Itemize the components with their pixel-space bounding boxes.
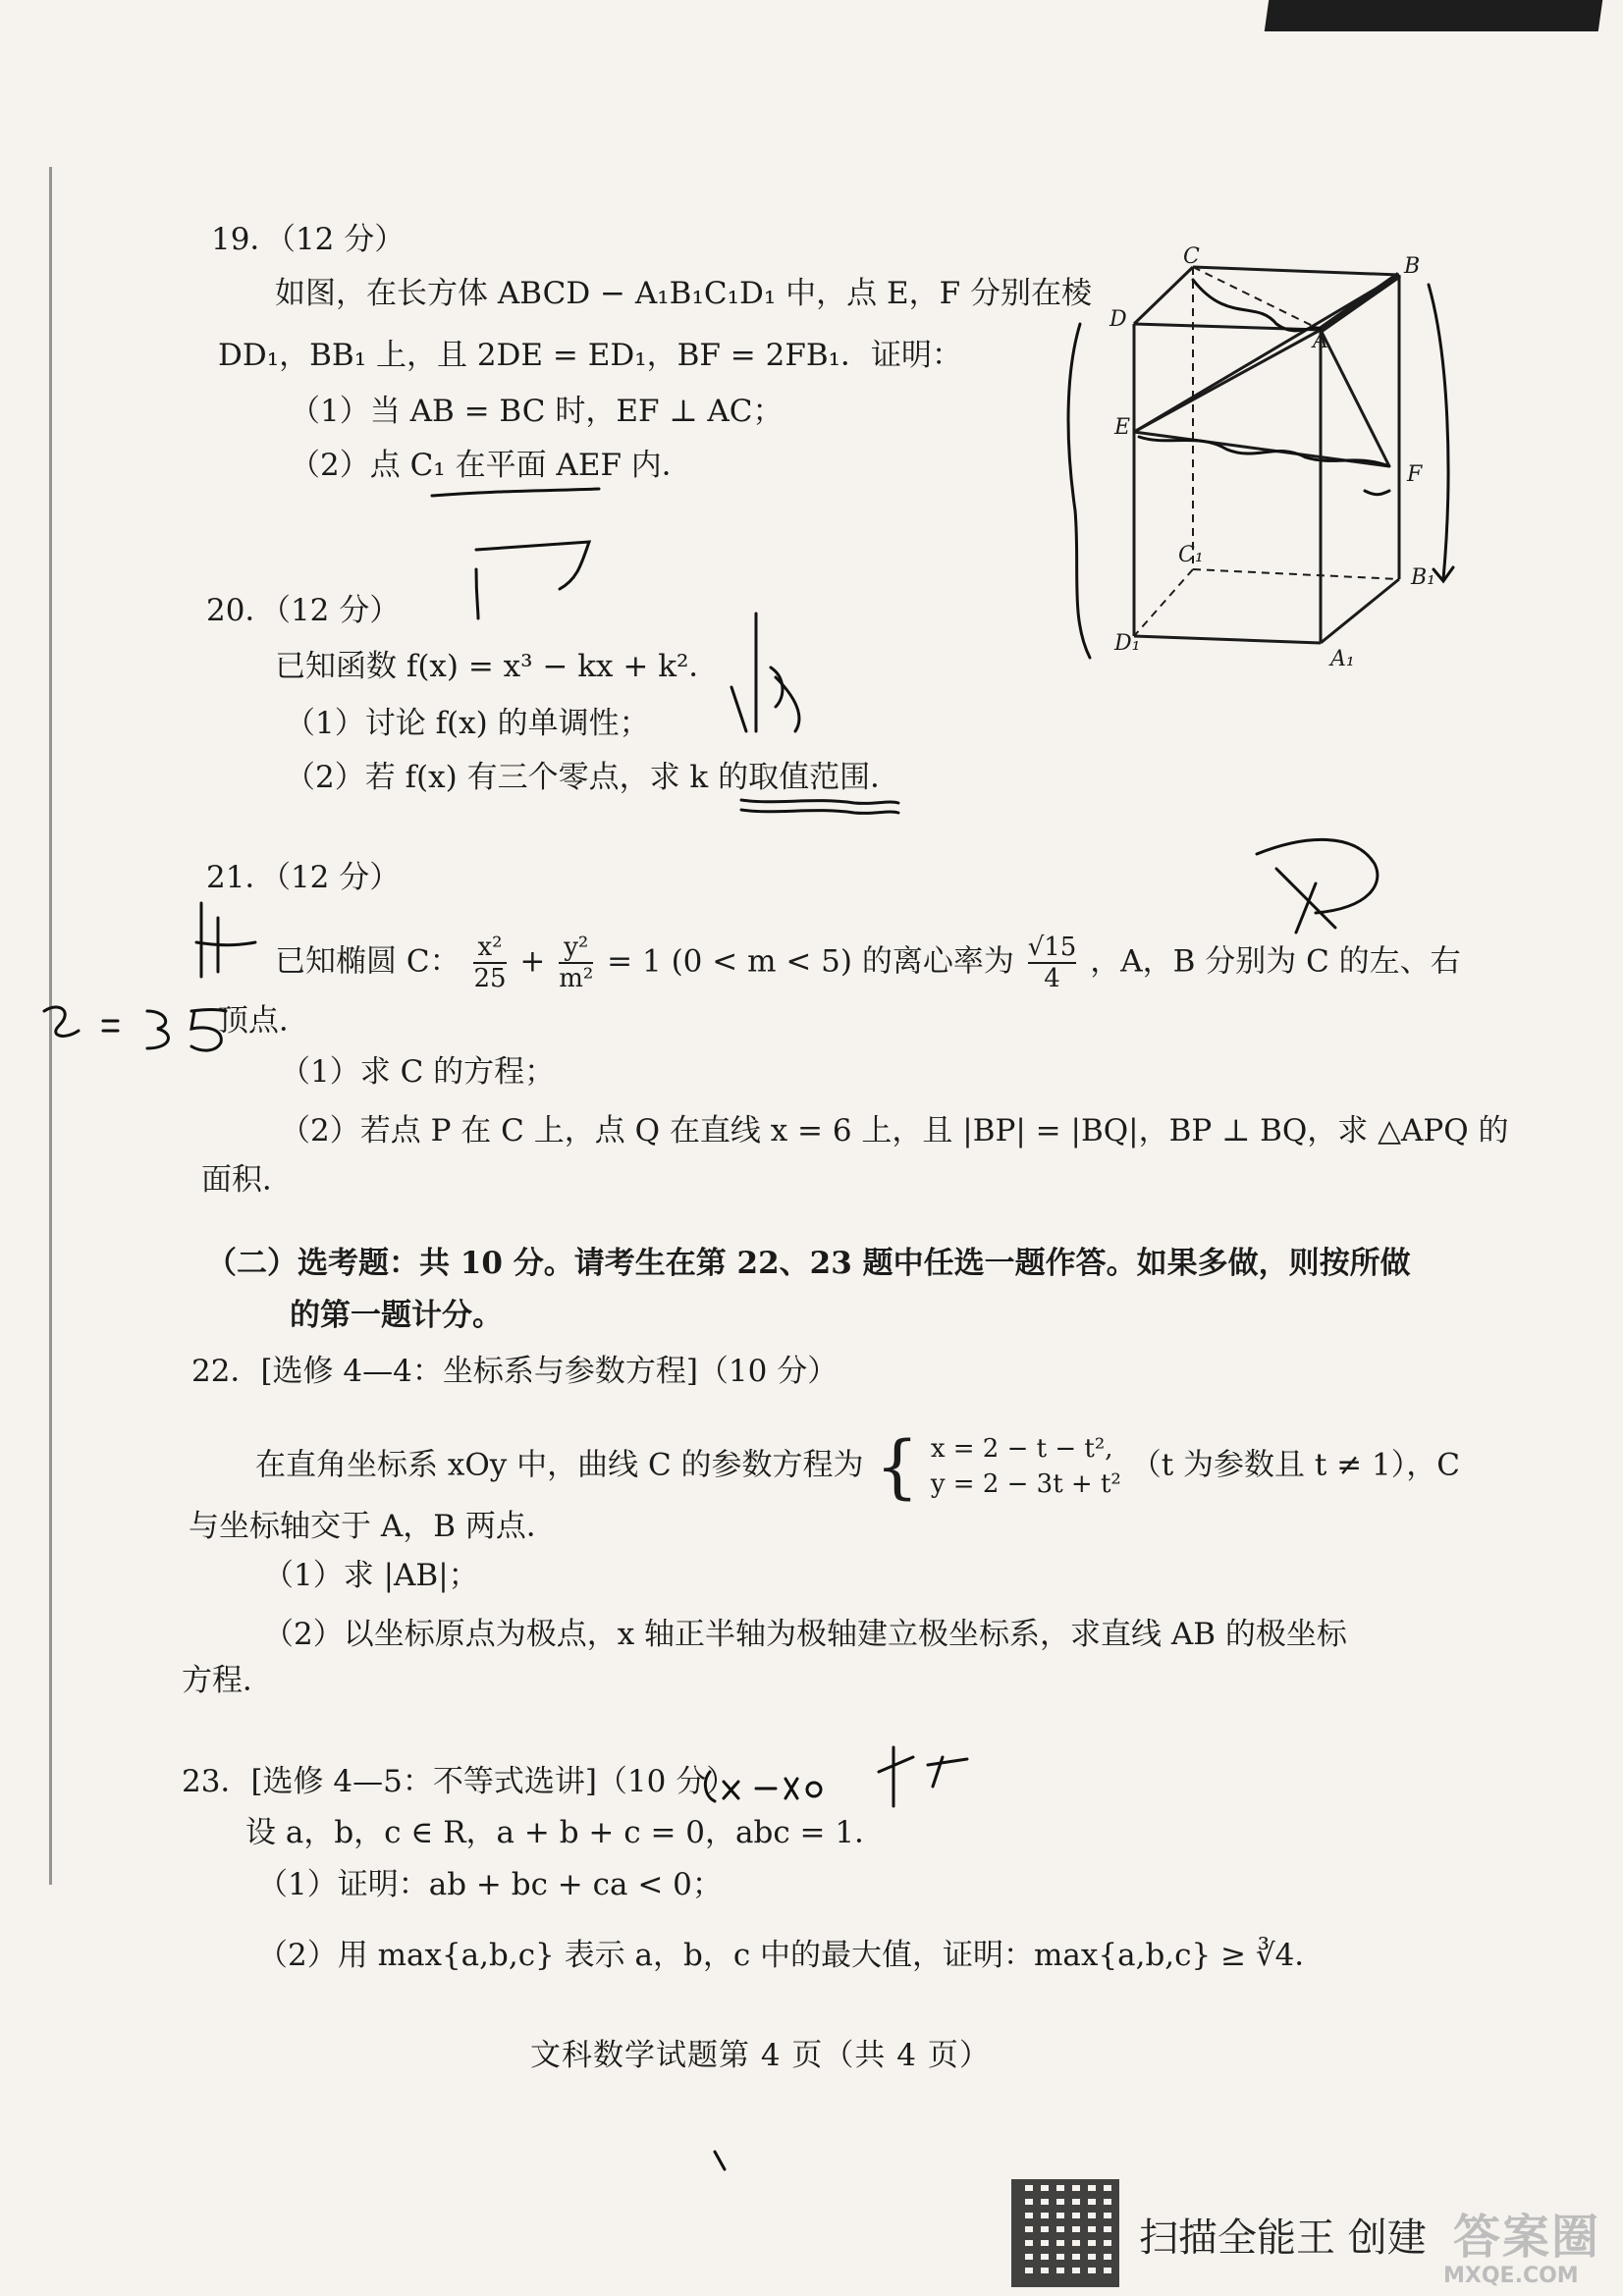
q19-heading: 19．（12 分） bbox=[211, 222, 406, 257]
q21-line-1a: 已知椭圆 C： bbox=[275, 943, 460, 980]
q21-frac-y: $\frac{\text{y²}}{\text{m²}}$ bbox=[559, 933, 594, 993]
q22-line-1b: （t 为参数且 t ≠ 1），C bbox=[1130, 1447, 1460, 1483]
scanner-app-name: 扫描全能王 创建 bbox=[1139, 2216, 1427, 2261]
label-D1: D₁ bbox=[1114, 631, 1141, 656]
q21-line-1c: ，A，B 分别为 C 的左、右 bbox=[1090, 943, 1461, 980]
label-B: B bbox=[1404, 254, 1421, 279]
q21-line-2: 顶点． bbox=[218, 1003, 309, 1039]
q20-part-1: （1）讨论 f(x) 的单调性； bbox=[285, 706, 650, 741]
q23-part-1: （1）证明：ab + bc + ca < 0； bbox=[257, 1867, 723, 1902]
label-A: A bbox=[1313, 329, 1328, 353]
q21-line-1: 已知椭圆 C： $\frac{\text{x²}}{25}$ + $\frac{\text{y²}}{\text{m²}}$ = 1 (0 < m < 5) 的离心率为 $\frac{√15}{4}$ ，A，B 分别为 C 的左、右 bbox=[275, 933, 1461, 993]
q20-part-2: （2）若 f(x) 有三个零点，求 k 的取值范围． bbox=[285, 760, 901, 795]
label-C1: C₁ bbox=[1178, 543, 1204, 567]
q22-part-2: （2）以坐标原点为极点，x 轴正半轴为极轴建立极坐标系，求直线 AB 的极坐标 bbox=[263, 1617, 1347, 1652]
label-A1: A₁ bbox=[1330, 647, 1355, 671]
q22-line-2: 与坐标轴交于 A，B 两点． bbox=[189, 1509, 557, 1544]
watermark-url: MXQE.COM bbox=[1443, 2264, 1579, 2288]
q21-line-1b: = 1 (0 < m < 5) 的离心率为 bbox=[607, 943, 1014, 980]
section-2-line-2: 的第一题计分。 bbox=[290, 1298, 503, 1333]
label-F: F bbox=[1407, 462, 1423, 487]
watermark-logo: 答案圈 bbox=[1453, 2210, 1601, 2265]
q22-brace: { bbox=[875, 1426, 919, 1507]
label-B1: B₁ bbox=[1411, 565, 1435, 590]
q21-frac-e: $\frac{√15}{4}$ bbox=[1027, 933, 1077, 993]
label-C: C bbox=[1183, 245, 1200, 269]
label-D: D bbox=[1109, 307, 1127, 332]
q19-line-2: DD₁，BB₁ 上，且 2DE = ED₁，BF = 2FB₁．证明： bbox=[218, 338, 963, 373]
q22-line-1a: 在直角坐标系 xOy 中，曲线 C 的参数方程为 bbox=[255, 1447, 864, 1483]
q19-part-1: （1）当 AB = BC 时，EF ⊥ AC； bbox=[290, 394, 784, 429]
label-E: E bbox=[1114, 415, 1131, 440]
q21-heading: 21．（12 分） bbox=[206, 860, 401, 895]
section-2-line-1: （二）选考题：共 10 分。请考生在第 22、23 题中任选一题作答。如果多做，则按所做 bbox=[206, 1246, 1411, 1281]
q22-part-2-cont: 方程． bbox=[182, 1663, 273, 1698]
q19-part-2: （2）点 C₁ 在平面 AEF 内． bbox=[290, 448, 692, 483]
q20-heading: 20．（12 分） bbox=[206, 593, 401, 628]
q21-frac-x: $\frac{\text{x²}}{25}$ bbox=[473, 933, 507, 993]
q22-system: x = 2 − t − t², y = 2 − 3t + t² bbox=[930, 1434, 1121, 1499]
page-footer: 文科数学试题第 4 页（共 4 页） bbox=[530, 2038, 991, 2073]
q22-heading: 22．[选修 4—4：坐标系与参数方程]（10 分） bbox=[191, 1354, 839, 1389]
q21-part-2: （2）若点 P 在 C 上，点 Q 在直线 x = 6 上，且 |BP| = |BQ|，BP ⊥ BQ，求 △APQ 的 bbox=[280, 1113, 1509, 1148]
q22-part-1: （1）求 |AB|； bbox=[263, 1558, 479, 1593]
q23-part-2: （2）用 max{a,b,c} 表示 a，b，c 中的最大值，证明：max{a,b,c} ≥ ∛4． bbox=[257, 1938, 1325, 1973]
q21-part-2-cont: 面积． bbox=[201, 1162, 293, 1198]
q23-line-1: 设 a，b，c ∈ R，a + b + c = 0，abc = 1． bbox=[245, 1815, 886, 1850]
q21-part-1: （1）求 C 的方程； bbox=[280, 1054, 556, 1090]
q20-line-1: 已知函数 f(x) = x³ − kx + k²． bbox=[275, 649, 720, 684]
q23-heading: 23．[选修 4—5：不等式选讲]（10 分） bbox=[182, 1764, 737, 1799]
q19-line-1: 如图，在长方体 ABCD − A₁B₁C₁D₁ 中，点 E，F 分别在棱 bbox=[275, 276, 1093, 311]
